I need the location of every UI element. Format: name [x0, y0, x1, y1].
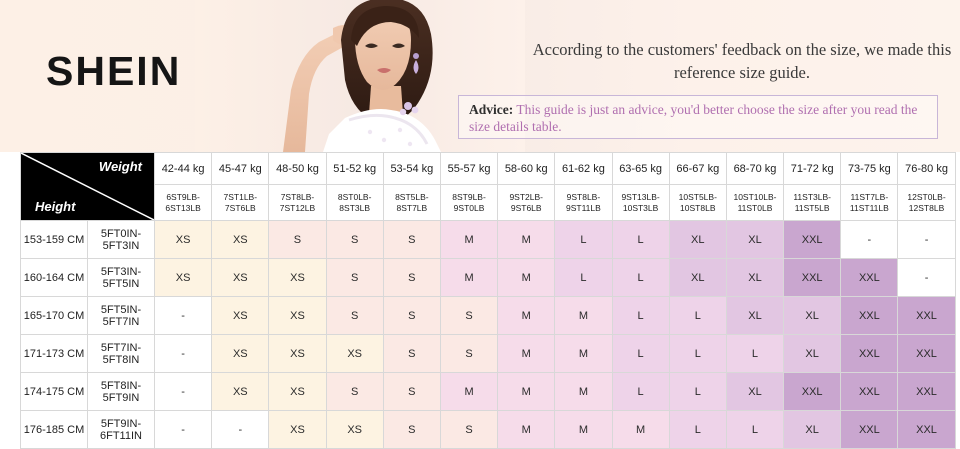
size-cell: L [612, 221, 669, 259]
size-cell: XS [269, 259, 326, 297]
table-corner-header [21, 153, 155, 221]
size-cell: L [669, 297, 726, 335]
weight-kg-header-cell: 42-44 kg [155, 153, 212, 185]
size-cell: M [498, 221, 555, 259]
size-cell: M [498, 259, 555, 297]
size-cell: S [383, 297, 440, 335]
size-cell: M [555, 411, 612, 449]
size-cell: - [212, 411, 269, 449]
height-ft-cell: 5FT7IN- 5FT8IN [88, 335, 155, 373]
size-cell: XL [726, 373, 783, 411]
weight-kg-header-cell: 51-52 kg [326, 153, 383, 185]
size-cell: M [498, 335, 555, 373]
size-cell: L [726, 335, 783, 373]
weight-kg-header-cell: 63-65 kg [612, 153, 669, 185]
weight-kg-header-cell: 66-67 kg [669, 153, 726, 185]
advice-text [469, 101, 927, 135]
size-cell: S [326, 221, 383, 259]
size-cell: XS [269, 297, 326, 335]
weight-lb-header-cell: 8ST5LB- 8ST7LB [383, 185, 440, 221]
size-cell: - [898, 221, 955, 259]
height-ft-cell: 5FT0IN- 5FT3IN [88, 221, 155, 259]
weight-kg-header-cell: 71-72 kg [784, 153, 841, 185]
size-cell: S [383, 221, 440, 259]
size-cell: - [155, 297, 212, 335]
weight-lb-header-cell: 9ST13LB- 10ST3LB [612, 185, 669, 221]
size-cell: XS [212, 335, 269, 373]
size-cell: L [555, 259, 612, 297]
size-cell: L [726, 411, 783, 449]
height-cm-cell: 171-173 CM [21, 335, 88, 373]
weight-lb-header-cell: 7ST1LB- 7ST6LB [212, 185, 269, 221]
size-cell: XL [726, 221, 783, 259]
table-row [21, 411, 956, 449]
size-cell: M [440, 259, 497, 297]
size-cell: S [383, 335, 440, 373]
weight-lb-header-cell: 8ST0LB- 8ST3LB [326, 185, 383, 221]
size-cell: M [498, 411, 555, 449]
size-cell: L [612, 335, 669, 373]
weight-kg-header-cell: 68-70 kg [726, 153, 783, 185]
height-cm-cell: 176-185 CM [21, 411, 88, 449]
brand-logo: SHEIN [46, 48, 182, 94]
weight-lb-header-cell: 9ST8LB- 9ST11LB [555, 185, 612, 221]
height-cm-cell: 153-159 CM [21, 221, 88, 259]
size-cell: M [440, 221, 497, 259]
weight-lb-header-cell: 8ST9LB- 9ST0LB [440, 185, 497, 221]
size-cell: M [612, 411, 669, 449]
size-cell: XXL [784, 221, 841, 259]
size-cell: XL [726, 259, 783, 297]
size-cell: M [555, 335, 612, 373]
size-cell: S [326, 297, 383, 335]
size-cell: XS [155, 221, 212, 259]
size-cell: XS [212, 297, 269, 335]
size-cell: - [155, 373, 212, 411]
size-cell: M [555, 297, 612, 335]
size-cell: XS [269, 335, 326, 373]
weight-kg-header-row [21, 153, 956, 185]
size-cell: - [898, 259, 955, 297]
size-cell: S [269, 221, 326, 259]
advice-label: Advice: [469, 102, 514, 117]
weight-lb-header-cell: 6ST9LB- 6ST13LB [155, 185, 212, 221]
advice-body: This guide is just an advice, you'd better choose the size after you read the size details table. [469, 102, 918, 134]
size-cell: S [440, 335, 497, 373]
table-row [21, 335, 956, 373]
height-axis-label: Height [35, 199, 76, 214]
size-cell: XL [669, 259, 726, 297]
size-table-wrapper [20, 152, 948, 449]
size-cell: S [440, 297, 497, 335]
size-cell: L [555, 221, 612, 259]
size-cell: XL [726, 297, 783, 335]
size-cell: M [498, 373, 555, 411]
size-cell: XS [326, 335, 383, 373]
table-row [21, 259, 956, 297]
size-cell: L [669, 411, 726, 449]
size-cell: XXL [841, 411, 898, 449]
size-cell: M [555, 373, 612, 411]
size-cell: XXL [898, 335, 955, 373]
height-cm-cell: 174-175 CM [21, 373, 88, 411]
weight-kg-header-cell: 55-57 kg [440, 153, 497, 185]
size-cell: XXL [841, 335, 898, 373]
size-cell: - [841, 221, 898, 259]
size-cell: XS [212, 221, 269, 259]
weight-lb-header-row [21, 185, 956, 221]
size-cell: - [155, 335, 212, 373]
size-cell: XXL [898, 297, 955, 335]
weight-axis-label: Weight [98, 159, 142, 174]
size-cell: L [612, 373, 669, 411]
weight-kg-header-cell: 48-50 kg [269, 153, 326, 185]
size-cell: XS [269, 411, 326, 449]
size-cell: XL [784, 297, 841, 335]
size-cell: M [440, 373, 497, 411]
size-cell: XL [669, 221, 726, 259]
size-cell: XS [326, 411, 383, 449]
table-row [21, 373, 956, 411]
size-cell: S [383, 259, 440, 297]
size-cell: S [383, 373, 440, 411]
weight-lb-header-cell: 10ST10LB- 11ST0LB [726, 185, 783, 221]
size-cell: S [326, 259, 383, 297]
hero-banner [0, 0, 960, 152]
table-row [21, 221, 956, 259]
weight-lb-header-cell: 9ST2LB- 9ST6LB [498, 185, 555, 221]
weight-kg-header-cell: 53-54 kg [383, 153, 440, 185]
size-cell: XXL [898, 373, 955, 411]
size-cell: M [498, 297, 555, 335]
size-cell: XS [212, 373, 269, 411]
weight-kg-header-cell: 45-47 kg [212, 153, 269, 185]
weight-lb-header-cell: 11ST3LB- 11ST5LB [784, 185, 841, 221]
size-cell: XXL [841, 259, 898, 297]
size-cell: L [612, 297, 669, 335]
size-cell: XXL [784, 373, 841, 411]
size-cell: XL [784, 335, 841, 373]
height-ft-cell: 5FT8IN- 5FT9IN [88, 373, 155, 411]
size-cell: XS [269, 373, 326, 411]
weight-kg-header-cell: 76-80 kg [898, 153, 955, 185]
size-cell: XXL [898, 411, 955, 449]
height-ft-cell: 5FT3IN- 5FT5IN [88, 259, 155, 297]
weight-lb-header-cell: 12ST0LB- 12ST8LB [898, 185, 955, 221]
weight-kg-header-cell: 73-75 kg [841, 153, 898, 185]
size-cell: XXL [784, 259, 841, 297]
weight-kg-header-cell: 61-62 kg [555, 153, 612, 185]
weight-lb-header-cell: 11ST7LB- 11ST11LB [841, 185, 898, 221]
size-cell: XS [212, 259, 269, 297]
size-cell: S [383, 411, 440, 449]
size-cell: L [612, 259, 669, 297]
table-row [21, 297, 956, 335]
advice-box [458, 95, 938, 139]
size-cell: XL [784, 411, 841, 449]
size-cell: XXL [841, 297, 898, 335]
size-cell: XS [155, 259, 212, 297]
height-ft-cell: 5FT5IN- 5FT7IN [88, 297, 155, 335]
size-cell: XXL [841, 373, 898, 411]
height-cm-cell: 165-170 CM [21, 297, 88, 335]
size-cell: S [440, 411, 497, 449]
size-cell: S [326, 373, 383, 411]
feedback-text: According to the customers' feedback on the size, we made this reference size guide. [532, 40, 952, 82]
weight-lb-header-cell: 7ST8LB- 7ST12LB [269, 185, 326, 221]
size-table [20, 152, 956, 449]
height-cm-cell: 160-164 CM [21, 259, 88, 297]
size-cell: L [669, 335, 726, 373]
weight-lb-header-cell: 10ST5LB- 10ST8LB [669, 185, 726, 221]
height-ft-cell: 5FT9IN- 6FT11IN [88, 411, 155, 449]
size-cell: L [669, 373, 726, 411]
size-cell: - [155, 411, 212, 449]
weight-kg-header-cell: 58-60 kg [498, 153, 555, 185]
